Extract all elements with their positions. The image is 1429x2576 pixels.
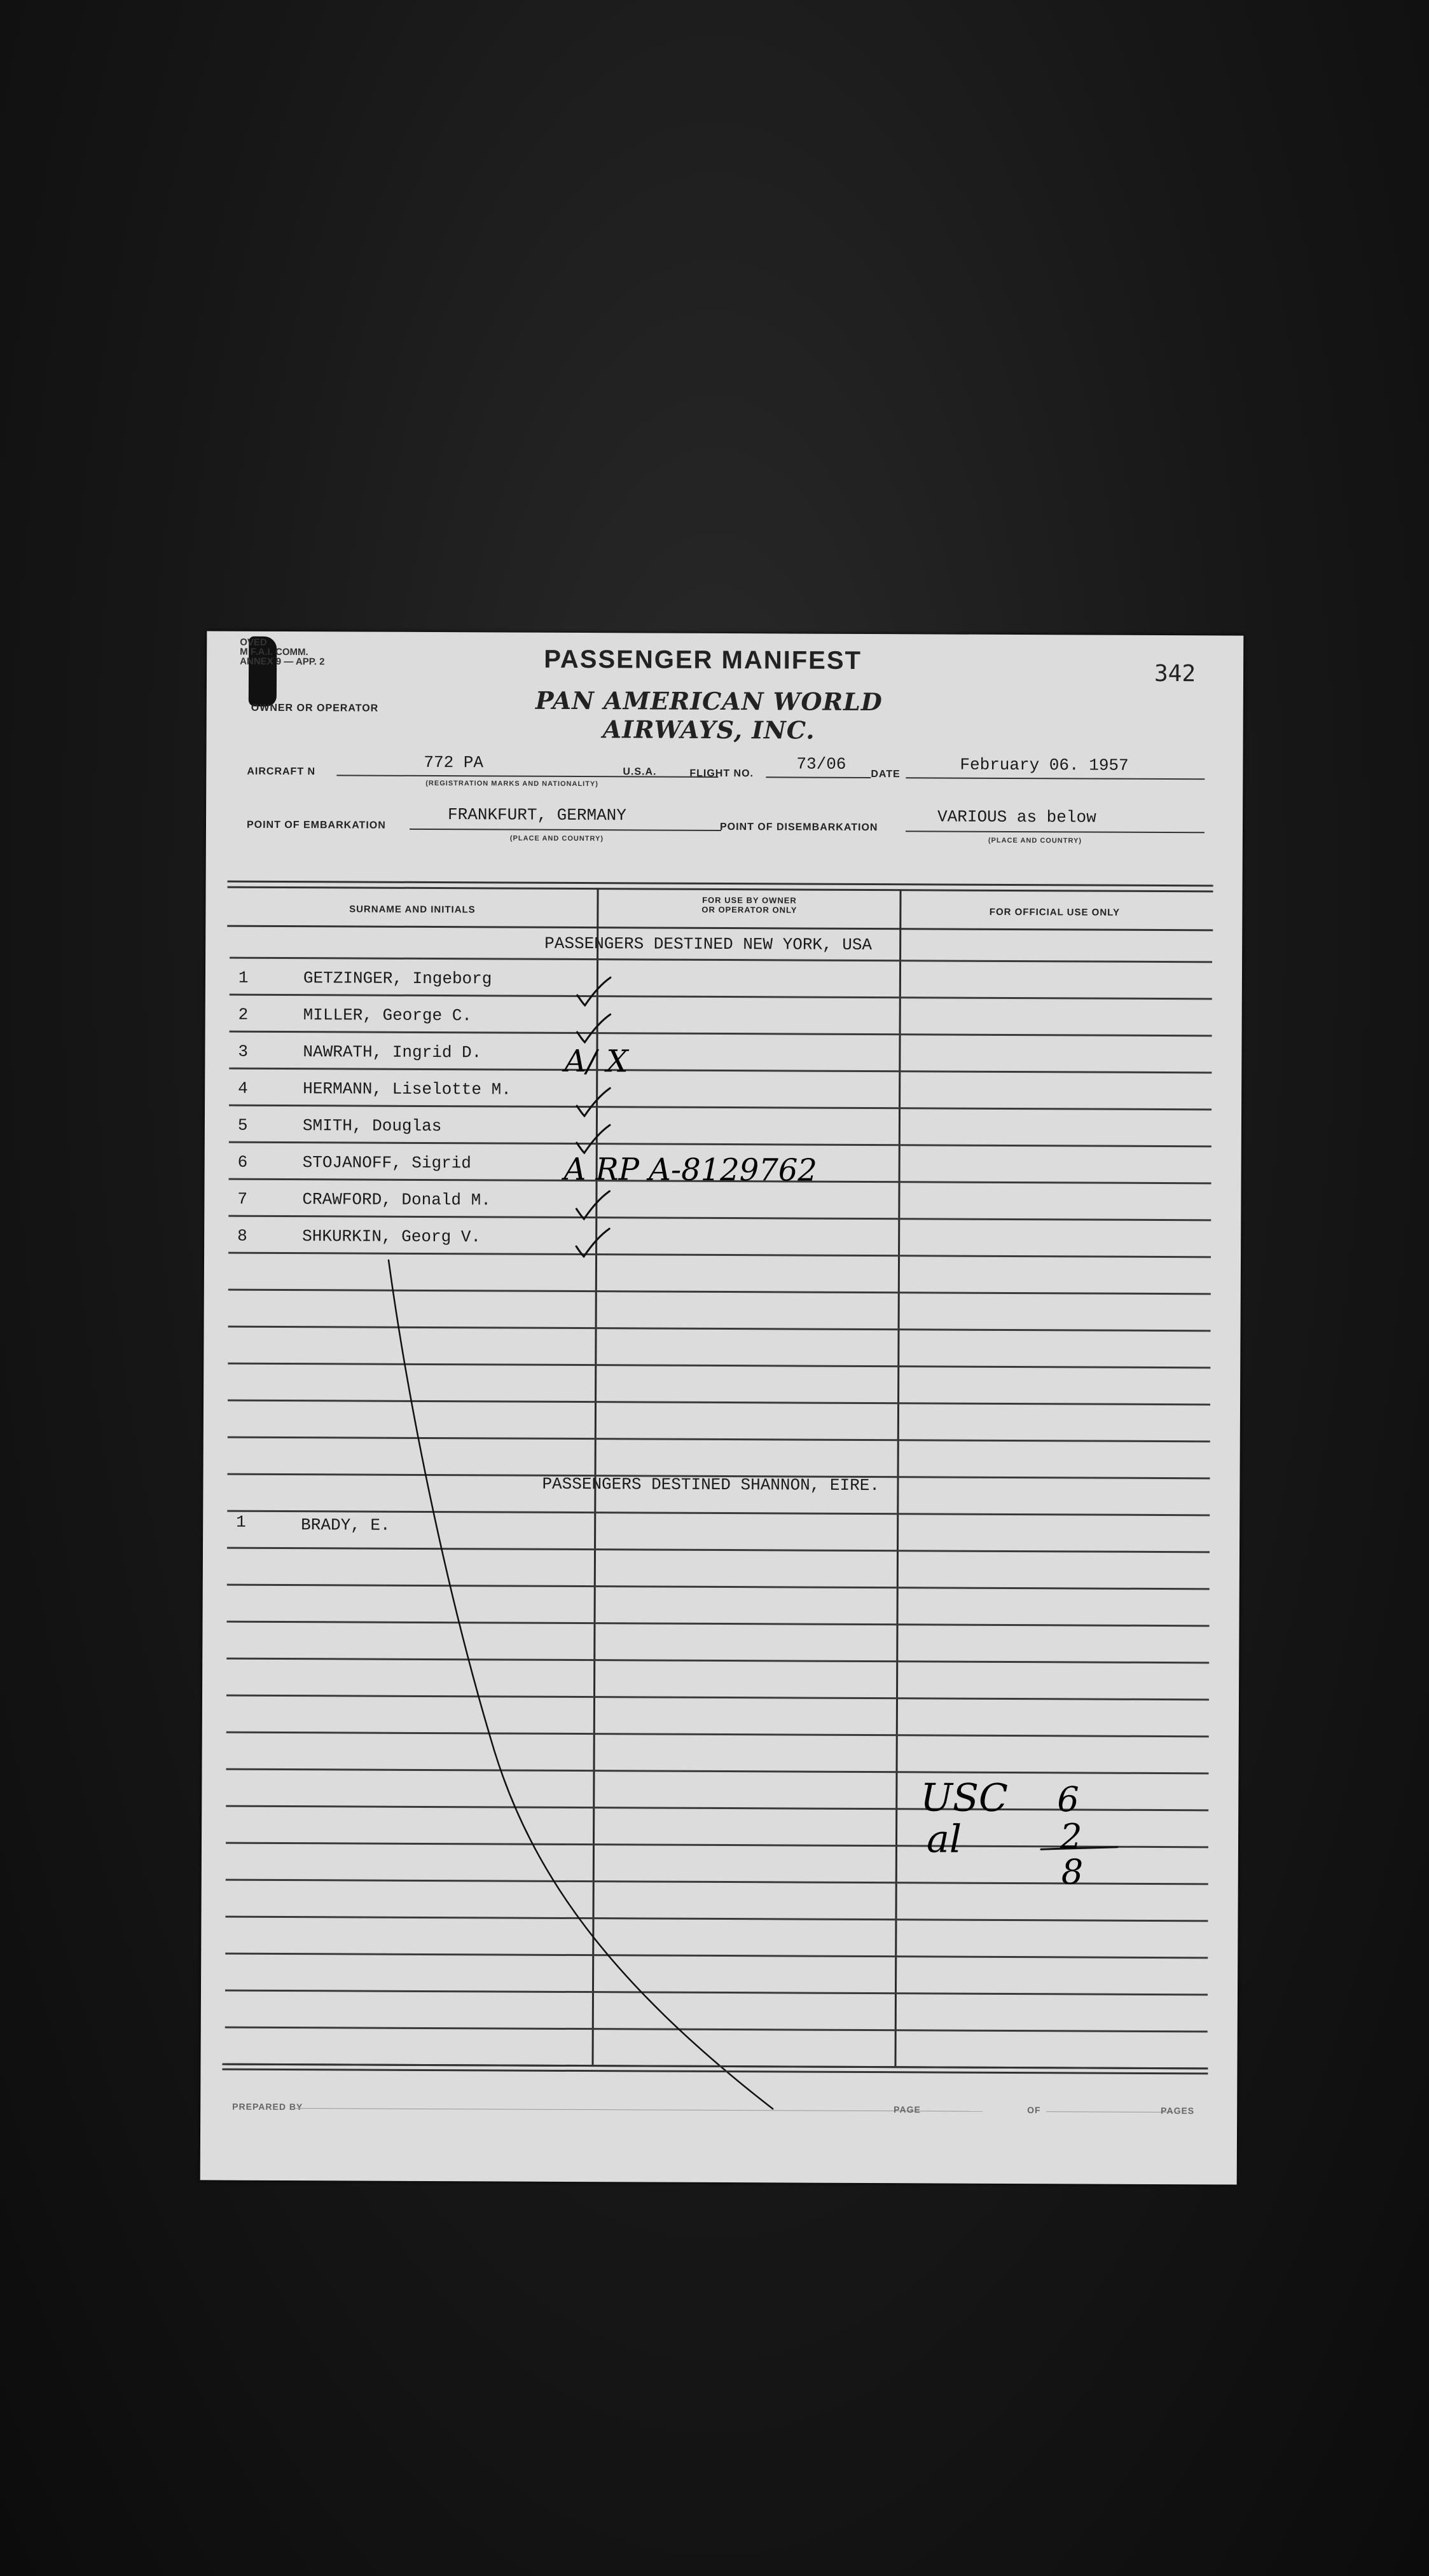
row6-handwritten-mark: A RP A-8129762 xyxy=(563,1151,818,1188)
date-label: DATE xyxy=(871,769,901,780)
passenger-name: BRADY, E. xyxy=(301,1515,390,1535)
of-label: OF xyxy=(1027,2105,1041,2116)
tally-label-1: USC xyxy=(920,1775,1009,1821)
section-heading-shannon: PASSENGERS DESTINED SHANNON, EIRE. xyxy=(542,1474,880,1496)
passenger-number: 4 xyxy=(238,1078,248,1098)
flight-label: FLIGHT NO. xyxy=(689,768,754,780)
passenger-number: 8 xyxy=(237,1226,247,1246)
passenger-name: MILLER, George C. xyxy=(303,1005,473,1026)
passenger-number: 1 xyxy=(238,968,249,988)
tally-value-2: 2 xyxy=(1060,1816,1082,1857)
passenger-number: 1 xyxy=(236,1512,246,1532)
registration-note: (REGISTRATION MARKS AND NATIONALITY) xyxy=(425,779,598,789)
passenger-sweep-line xyxy=(385,1260,777,2109)
owner-label: OWNER OR OPERATOR xyxy=(251,702,379,714)
tally-label-2: al xyxy=(926,1817,962,1862)
column-header-surname: SURNAME AND INITIALS xyxy=(349,904,476,916)
column-header-owner-use: FOR USE BY OWNER OR OPERATOR ONLY xyxy=(701,895,797,915)
usa-label: U.S.A. xyxy=(623,766,657,778)
flight-value: 73/06 xyxy=(796,754,846,774)
manifest-sheet xyxy=(200,631,1244,2184)
passenger-number: 5 xyxy=(237,1115,248,1135)
checkmark xyxy=(576,1229,609,1257)
date-value: February 06. 1957 xyxy=(960,755,1129,775)
tally-value-1: 6 xyxy=(1057,1779,1079,1820)
column-header-official-use: FOR OFFICIAL USE ONLY xyxy=(989,906,1121,918)
page-number: 342 xyxy=(1154,660,1196,687)
embarkation-value: FRANKFURT, GERMANY xyxy=(448,805,626,825)
passenger-name: CRAWFORD, Donald M. xyxy=(302,1190,491,1210)
checkmark xyxy=(577,1088,610,1116)
passenger-number: 7 xyxy=(237,1189,248,1209)
passenger-number: 2 xyxy=(238,1005,249,1024)
prepared-by-label: PREPARED BY xyxy=(232,2101,303,2112)
disembarkation-label: POINT OF DISEMBARKATION xyxy=(719,821,878,834)
checkmark xyxy=(576,1191,609,1219)
passenger-name: SMITH, Douglas xyxy=(302,1116,442,1136)
checkmark xyxy=(577,1125,610,1153)
tally-total: 8 xyxy=(1061,1852,1084,1892)
passenger-name: STOJANOFF, Sigrid xyxy=(302,1153,471,1173)
embarkation-label: POINT OF EMBARKATION xyxy=(246,819,386,831)
checkmark xyxy=(577,977,611,1005)
aircraft-label: AIRCRAFT N xyxy=(247,766,316,778)
passenger-number: 3 xyxy=(238,1042,249,1061)
row3-handwritten-mark: A/ X xyxy=(564,1043,628,1080)
airline-name: PAN AMERICAN WORLD AIRWAYS, INC. xyxy=(535,685,883,745)
section-heading-new-york: PASSENGERS DESTINED NEW YORK, USA xyxy=(544,933,873,955)
page-title: PASSENGER MANIFEST xyxy=(544,645,862,675)
handwriting-layer xyxy=(200,631,1244,2184)
place-country-note-2: (PLACE AND COUNTRY) xyxy=(988,836,1082,845)
passenger-number: 6 xyxy=(237,1152,248,1172)
approved-stamp: OVED M F.A.I. COMM. ANNEX 9 — APP. 2 xyxy=(240,637,325,668)
pages-label: PAGES xyxy=(1161,2105,1195,2116)
place-country-note-1: (PLACE AND COUNTRY) xyxy=(509,834,604,843)
passenger-name: GETZINGER, Ingeborg xyxy=(303,968,492,989)
checkmark xyxy=(577,1014,611,1042)
disembarkation-value: VARIOUS as below xyxy=(937,807,1096,827)
passenger-name: SHKURKIN, Georg V. xyxy=(302,1227,481,1247)
aircraft-value: 772 PA xyxy=(424,752,484,773)
page-label: PAGE xyxy=(894,2104,921,2115)
passenger-name: HERMANN, Liselotte M. xyxy=(303,1079,511,1099)
passenger-name: NAWRATH, Ingrid D. xyxy=(303,1042,482,1063)
